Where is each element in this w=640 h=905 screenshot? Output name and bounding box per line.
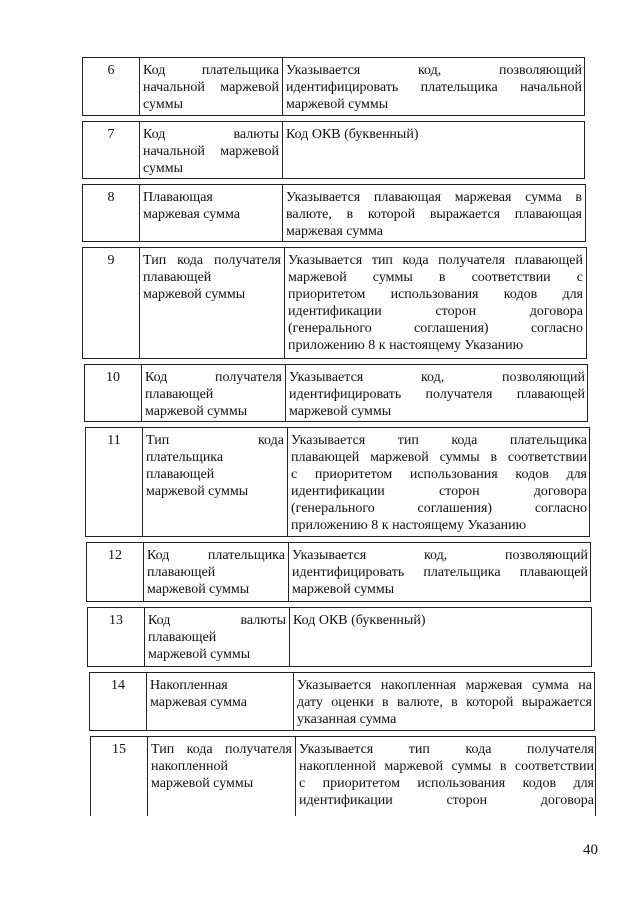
row-name: Код плательщика начальной маржевой суммы [143, 63, 279, 112]
table-row [89, 672, 595, 731]
column-divider [284, 248, 285, 358]
column-divider [285, 365, 286, 421]
row-number: 8 [107, 190, 115, 205]
row-description: Код ОКВ (буквенный) [286, 127, 419, 142]
row-number: 12 [108, 548, 122, 563]
row-number: 13 [109, 613, 123, 628]
row-number: 6 [107, 63, 115, 78]
row-number: 9 [107, 253, 115, 268]
column-divider [293, 673, 294, 730]
table-row [84, 364, 588, 422]
table-row [82, 247, 587, 359]
row-name: Тип кода плательщика плавающей маржевой суммы [146, 433, 284, 499]
row-description: Указывается накопленная маржевая сумма на дату оценки в валюте, в которой выражается указанная сумма [297, 678, 592, 727]
row-name: Код валюты плавающей маржевой суммы [148, 613, 286, 662]
column-divider [295, 737, 296, 816]
row-description: Указывается тип кода получателя накопленной маржевой суммы в соответствии с приоритетом использования кодов для идентификации сторон договора [299, 742, 594, 808]
row-name: Тип кода получателя плавающей маржевой суммы [143, 253, 281, 302]
page-number: 40 [583, 842, 598, 858]
table-row [82, 57, 585, 116]
row-name: Накопленная маржевая сумма [150, 678, 247, 710]
row-name: Плавающая маржевая сумма [143, 190, 240, 222]
row-number: 15 [112, 742, 126, 757]
row-description: Код ОКВ (буквенный) [293, 613, 426, 628]
row-number: 10 [106, 370, 120, 385]
column-divider [287, 428, 288, 536]
row-name: Код плательщика плавающей маржевой суммы [147, 548, 285, 597]
row-name: Код получателя плавающей маржевой суммы [145, 370, 282, 419]
row-description: Указывается код, позволяющий идентифицировать плательщика плавающей маржевой суммы [292, 548, 588, 597]
row-name: Код валюты начальной маржевой суммы [143, 127, 279, 176]
row-number: 7 [107, 127, 115, 142]
column-divider [144, 608, 145, 666]
row-name: Тип кода получателя накопленной маржевой суммы [151, 742, 292, 791]
column-divider [139, 122, 140, 178]
column-divider [147, 737, 148, 816]
column-divider [282, 122, 283, 178]
column-divider [282, 185, 283, 241]
table-row [87, 607, 592, 667]
column-divider [139, 58, 140, 115]
column-divider [146, 673, 147, 730]
column-divider [282, 58, 283, 115]
row-number: 14 [111, 678, 125, 693]
row-description: Указывается код, позволяющий идентифицировать получателя плавающей маржевой суммы [289, 370, 585, 419]
column-divider [289, 608, 290, 666]
column-divider [142, 428, 143, 536]
column-divider [139, 248, 140, 358]
row-number: 11 [107, 433, 121, 448]
row-description: Указывается плавающая маржевая сумма в валюте, в которой выражается плавающая маржевая сумма [286, 190, 582, 239]
row-description: Указывается код, позволяющий идентифицировать плательщика начальной маржевой суммы [286, 63, 582, 112]
table-row [82, 121, 585, 179]
column-divider [141, 365, 142, 421]
column-divider [288, 543, 289, 601]
table-row [82, 184, 586, 242]
table-row [90, 736, 596, 816]
row-description: Указывается тип кода плательщика плавающей маржевой суммы в соответствии с приоритетом использования кодов для идентификации сторон договора (генерального соглашения) согласно приложению 8 к настоящему Указанию [291, 433, 587, 533]
column-divider [143, 543, 144, 601]
row-description: Указывается тип кода получателя плавающей маржевой суммы в соответствии с приоритетом использования кодов для идентификации сторон договора (генерального соглашения) согласно приложению 8 к настоящему Указанию [288, 253, 583, 353]
table-row [86, 542, 591, 602]
column-divider [139, 185, 140, 241]
table-row [85, 427, 590, 537]
